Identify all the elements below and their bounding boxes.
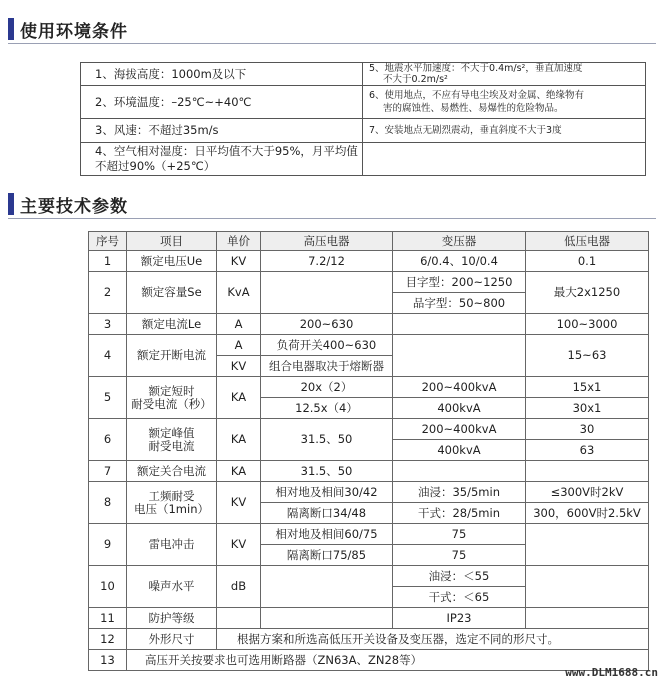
env-conditions-table — [80, 62, 646, 176]
cell: 油浸：＜55 — [393, 566, 526, 587]
table-row — [89, 461, 649, 482]
env-item-location-cont: 害的腐蚀性、易燃性、易爆性的危险物品。 — [383, 103, 564, 114]
section-marker — [8, 193, 14, 215]
header-cell: 项目 — [127, 232, 217, 251]
header-cell: 变压器 — [393, 232, 526, 251]
header-cell: 单价 — [217, 232, 261, 251]
section-divider — [8, 218, 656, 219]
cell: 200~630 — [261, 314, 393, 335]
env-item-wind: 3、风速：不超过35m/s — [95, 123, 219, 137]
env-item-location: 6、使用地点，不应有导电尘埃及对金属、绝缘物有 — [369, 90, 585, 101]
cell: 相对地及相间60/75 — [261, 524, 393, 545]
env-item-humidity: 4、空气相对湿度：日平均值不大于95%，月平均值 — [95, 144, 358, 158]
cell — [526, 524, 649, 566]
cell: 300，600V时2.5kV — [526, 503, 649, 524]
cell: 10 — [89, 566, 127, 608]
cell: 6 — [89, 419, 127, 461]
env-item-vibration: 7、安装地点无剧烈震动，垂直斜度不大于3度 — [369, 125, 562, 136]
cell — [127, 482, 217, 524]
spec-table — [88, 231, 649, 671]
cell — [526, 608, 649, 629]
cell: 11 — [89, 608, 127, 629]
cell: 30 — [526, 419, 649, 440]
cell: 额定容量Se — [127, 272, 217, 314]
table-row — [89, 629, 649, 650]
cell-line: 额定短时 — [148, 383, 195, 398]
cell: IP23 — [393, 608, 526, 629]
cell: 额定电流Le — [127, 314, 217, 335]
env-divider — [362, 118, 645, 119]
header-cell: 序号 — [89, 232, 127, 251]
cell: 7.2/12 — [261, 251, 393, 272]
section-header-spec — [8, 191, 128, 217]
cell — [127, 419, 217, 461]
cell — [261, 566, 393, 608]
cell: 20x（2） — [261, 377, 393, 398]
cell: 9 — [89, 524, 127, 566]
cell: KV — [217, 356, 261, 377]
table-row — [89, 566, 649, 587]
cell: 75 — [393, 545, 526, 566]
cell: 200~400kvA — [393, 377, 526, 398]
section-title-spec: 主要技术参数 — [20, 196, 128, 217]
section-marker — [8, 18, 14, 40]
section-divider — [8, 43, 656, 44]
env-divider — [362, 142, 645, 143]
cell — [261, 608, 393, 629]
cell: KA — [217, 377, 261, 419]
cell: 干式：28/5min — [393, 503, 526, 524]
cell: 防护等级 — [127, 608, 217, 629]
env-item-seismic: 5、地震水平加速度：不大于0.4m/s²，垂直加速度 — [369, 63, 583, 74]
cell — [127, 377, 217, 419]
cell: KV — [217, 251, 261, 272]
env-divider — [362, 63, 363, 175]
cell: 额定开断电流 — [127, 335, 217, 377]
cell: 负荷开关400~630 — [261, 335, 393, 356]
cell: 外形尺寸 — [127, 629, 217, 650]
cell: A — [217, 335, 261, 356]
cell: 30x1 — [526, 398, 649, 419]
cell: 额定电压Ue — [127, 251, 217, 272]
table-row — [89, 419, 649, 440]
cell — [393, 461, 526, 482]
cell: 噪声水平 — [127, 566, 217, 608]
cell: 组合电器取决于熔断器 — [261, 356, 393, 377]
header-cell: 低压电器 — [526, 232, 649, 251]
table-row — [89, 377, 649, 398]
cell: 400kvA — [393, 398, 526, 419]
cell-line: 电压（1min） — [133, 501, 209, 516]
cell: 高压开关按要求也可选用断路器（ZN63A、ZN28等） — [127, 650, 649, 671]
cell: 15x1 — [526, 377, 649, 398]
cell: 4 — [89, 335, 127, 377]
cell — [217, 608, 261, 629]
cell-line: 耐受电流（秒） — [131, 396, 212, 411]
cell: 13 — [89, 650, 127, 671]
env-item-altitude: 1、海拔高度：1000m及以下 — [95, 67, 247, 81]
cell: 根据方案和所选高低压开关设备及变压器，选定不同的形尺寸。 — [217, 629, 649, 650]
cell: 5 — [89, 377, 127, 419]
cell: KV — [217, 524, 261, 566]
cell: 100~3000 — [526, 314, 649, 335]
cell: 6/0.4、10/0.4 — [393, 251, 526, 272]
cell: 0.1 — [526, 251, 649, 272]
cell: 200~400kvA — [393, 419, 526, 440]
cell: 31.5、50 — [261, 461, 393, 482]
cell: 隔离断口34/48 — [261, 503, 393, 524]
table-row — [89, 335, 649, 356]
cell: 12.5x（4） — [261, 398, 393, 419]
table-row — [89, 272, 649, 293]
env-divider — [81, 142, 362, 143]
cell: 400kvA — [393, 440, 526, 461]
env-divider — [81, 85, 362, 86]
cell: 雷电冲击 — [127, 524, 217, 566]
cell-line: 额定峰值 — [148, 425, 195, 440]
cell: 额定关合电流 — [127, 461, 217, 482]
cell-line: 耐受电流 — [148, 438, 195, 453]
watermark: www.DLM1688.cn — [565, 666, 658, 679]
cell: KA — [217, 461, 261, 482]
cell: 隔离断口75/85 — [261, 545, 393, 566]
cell — [393, 335, 526, 377]
cell: 最大2x1250 — [526, 272, 649, 314]
env-item-temperature: 2、环境温度：–25℃~+40℃ — [95, 95, 252, 109]
cell: 8 — [89, 482, 127, 524]
cell: A — [217, 314, 261, 335]
cell-line: 工频耐受 — [148, 488, 195, 503]
cell: 7 — [89, 461, 127, 482]
cell — [393, 314, 526, 335]
table-row — [89, 314, 649, 335]
table-row — [89, 482, 649, 503]
cell: KA — [217, 419, 261, 461]
cell — [526, 566, 649, 608]
cell: KV — [217, 482, 261, 524]
cell: 3 — [89, 314, 127, 335]
env-divider — [81, 118, 362, 119]
env-item-seismic-cont: 不大于0.2m/s² — [383, 74, 448, 85]
cell: dB — [217, 566, 261, 608]
table-row — [89, 608, 649, 629]
cell: 相对地及相间30/42 — [261, 482, 393, 503]
cell: 目字型：200~1250 — [393, 272, 526, 293]
cell: KvA — [217, 272, 261, 314]
cell: 75 — [393, 524, 526, 545]
cell: 油浸：35/5min — [393, 482, 526, 503]
cell: 干式：＜65 — [393, 587, 526, 608]
cell: 品字型：50~800 — [393, 293, 526, 314]
cell — [261, 272, 393, 314]
cell: 12 — [89, 629, 127, 650]
cell: 1 — [89, 251, 127, 272]
table-header-row — [89, 232, 649, 251]
cell: 2 — [89, 272, 127, 314]
section-header-env — [8, 16, 128, 42]
cell: 63 — [526, 440, 649, 461]
header-cell: 高压电器 — [261, 232, 393, 251]
cell — [526, 461, 649, 482]
cell: 15~63 — [526, 335, 649, 377]
cell: ≤300V时2kV — [526, 482, 649, 503]
env-item-humidity-cont: 不超过90%（+25℃） — [95, 159, 216, 173]
table-row — [89, 524, 649, 545]
cell: 31.5、50 — [261, 419, 393, 461]
section-title-env: 使用环境条件 — [20, 21, 128, 42]
table-row — [89, 251, 649, 272]
